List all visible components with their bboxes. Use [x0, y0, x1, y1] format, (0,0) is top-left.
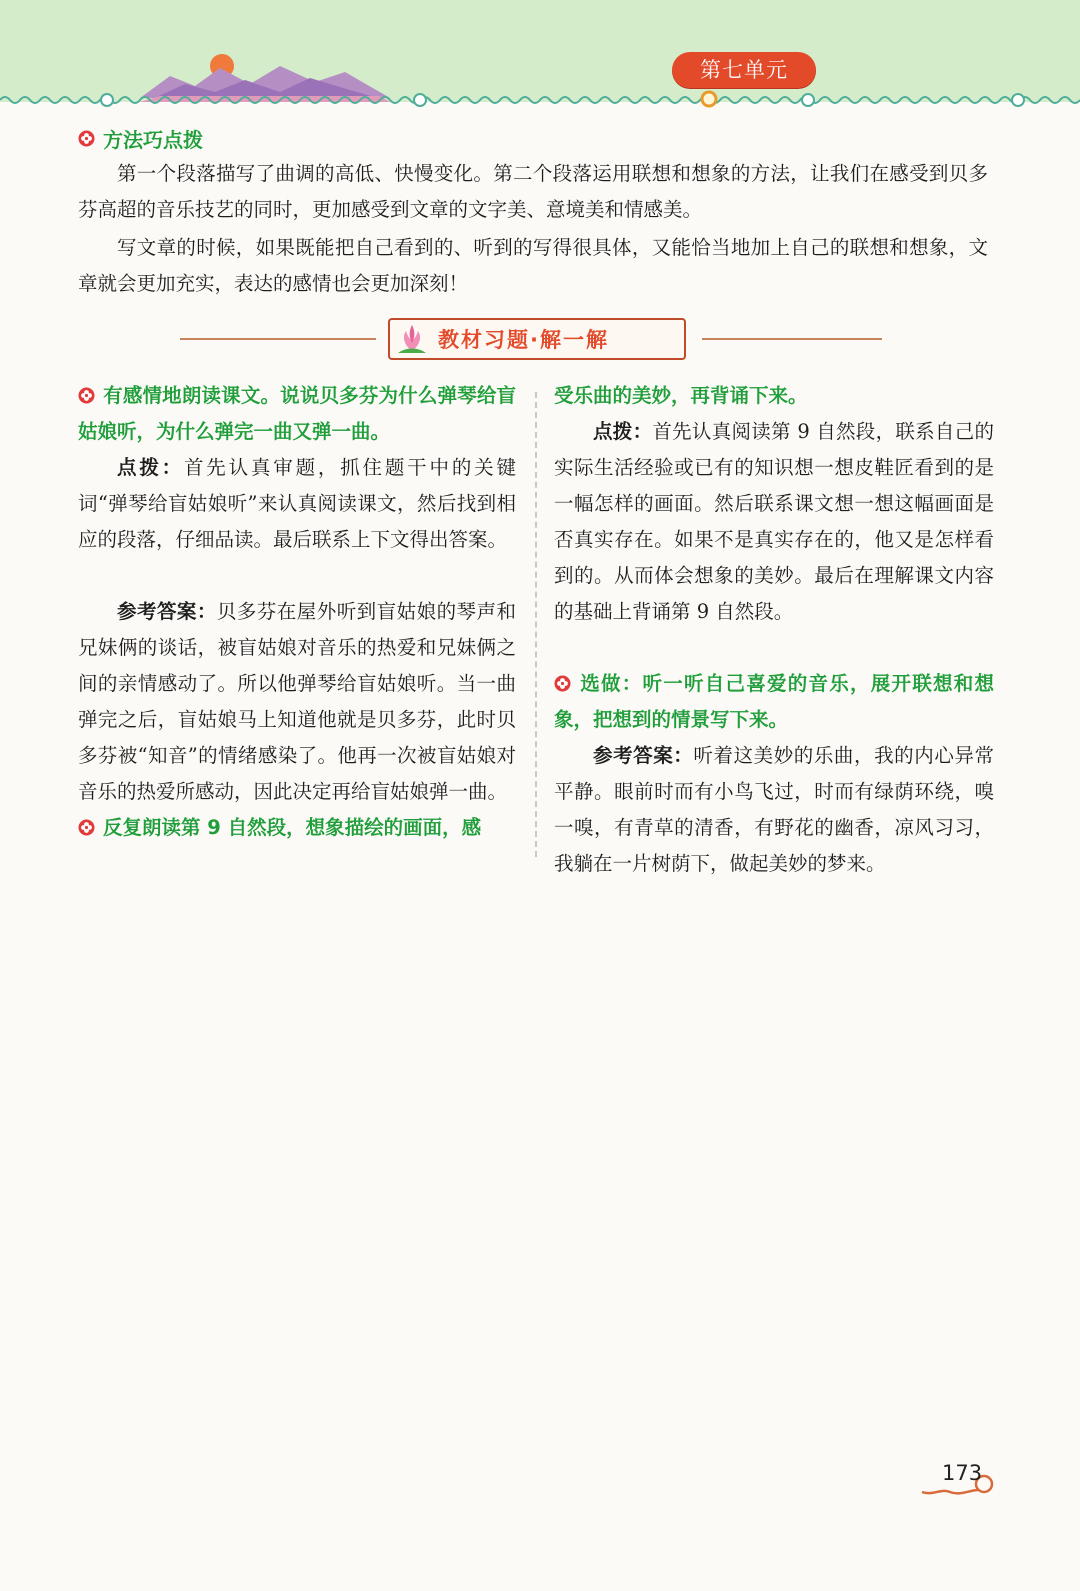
- decorative-wave-border: [0, 92, 1080, 108]
- question-2-title-end: 受乐曲的美妙，再背诵下来。: [554, 384, 808, 407]
- page-number: 173: [942, 1461, 983, 1485]
- clover-bullet-icon: [78, 130, 95, 147]
- question-2-hint: 点拨：首先认真阅读第 9 自然段，联系自己的实际生活经验或已有的知识想一想皮鞋匠看到的是一幅怎样的画面。然后联系课文想一想这幅画面是否真实存在。如果不是真实存在的，他又是怎样看到的。从而体会想象的美妙。最后在理解课文内容的基础上背诵第 9 自然段。: [554, 420, 994, 623]
- clover-bullet-icon: [78, 819, 95, 836]
- clover-bullet-icon: [78, 387, 95, 404]
- question-2-title-start: 反复朗读第 9 自然段，想象描绘的画面，感: [78, 810, 516, 846]
- banner-rule-right: [702, 338, 882, 340]
- exercise-banner: [388, 318, 686, 360]
- header-band: [0, 0, 1080, 102]
- tab-pin-icon: [698, 88, 720, 110]
- banner-rule-left: [180, 338, 376, 340]
- column-divider: [535, 392, 537, 857]
- method-paragraph-1: 第一个段落描写了曲调的高低、快慢变化。第二个段落运用联想和想象的方法，让我们在感受到贝多芬高超的音乐技艺的同时，更加感受到文章的文字美、意境美和情感美。: [78, 162, 988, 221]
- clover-bullet-icon: [554, 675, 571, 692]
- lotus-flower-icon: [394, 321, 430, 357]
- method-paragraph-2: 写文章的时候，如果既能把自己看到的、听到的写得很具体，又能恰当地加上自己的联想和想象，文章就会更加充实，表达的感情也会更加深刻！: [78, 236, 988, 295]
- question-1-title: 有感情地朗读课文。说说贝多芬为什么弹琴给盲姑娘听，为什么弹完一曲又弹一曲。: [78, 384, 516, 443]
- question-1-hint: 点拨：首先认真审题，抓住题干中的关键词“弹琴给盲姑娘听”来认真阅读课文，然后找到相应的段落，仔细品读。最后联系上下文得出答案。: [78, 456, 516, 551]
- banner-title: 教材习题·解一解: [438, 328, 609, 352]
- question-1-answer: 参考答案：贝多芬在屋外听到盲姑娘的琴声和兄妹俩的谈话，被盲姑娘对音乐的热爱和兄妹俩之间的亲情感动了。所以他弹琴给盲姑娘听。当一曲弹完之后，盲姑娘马上知道他就是贝多芬，此时贝多芬被“知音”的情绪感染了。他再一次被盲姑娘对音乐的热爱所感动，因此决定再给盲姑娘弹一曲。: [78, 600, 516, 803]
- unit-label-tab: 第七单元: [672, 52, 816, 88]
- question-3-answer: 参考答案：听着这美妙的乐曲，我的内心异常平静。眼前时而有小鸟飞过，时而有绿荫环绕，嗅一嗅，有青草的清香，有野花的幽香，凉风习习，我躺在一片树荫下，做起美妙的梦来。: [554, 744, 994, 875]
- question-3-title: 选做：听一听自己喜爱的音乐，展开联想和想象，把想到的情景写下来。: [554, 672, 994, 731]
- method-section-title: 方法巧点拨: [78, 124, 203, 153]
